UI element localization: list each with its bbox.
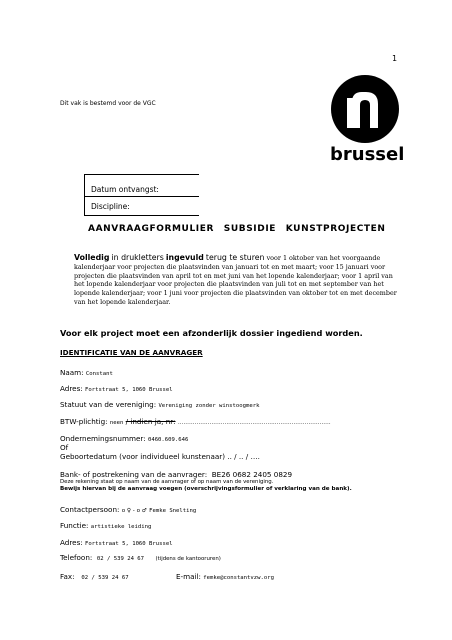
statuut-label: Statuut van de vereniging:	[60, 400, 157, 409]
field-adres	[60, 384, 173, 393]
field-email	[176, 572, 274, 581]
adres2-label: Adres:	[60, 538, 83, 547]
telefoon-label: Telefoon:	[60, 553, 93, 562]
btw-dots: ……………………………………………………………………….	[177, 420, 331, 426]
received-label: Datum ontvangst:	[91, 185, 159, 194]
of-label: Of	[60, 443, 69, 452]
bank-value[interactable]: BE26 0682 2405 0829	[211, 470, 293, 479]
section-heading: IDENTIFICATIE VAN DE AANVRAGER	[60, 348, 203, 357]
adres-value[interactable]: Fortstraat 5, 1060 Brussel	[85, 387, 173, 393]
brussel-logo-icon	[330, 74, 400, 144]
onderneming-label: Ondernemingsnummer:	[60, 434, 146, 443]
bank-note-1: Deze rekening staat op naam van de aanvrager of op naam van de vereniging.	[60, 479, 274, 485]
statuut-value[interactable]: Vereniging zonder winstoogmerk	[158, 403, 260, 409]
btw-struck-text: / indien ja, nr:	[125, 417, 176, 426]
functie-label: Functie:	[60, 521, 89, 530]
warning-text: Voor elk project moet een afzonderlijk dossier ingediend worden.	[60, 328, 363, 338]
field-adres2	[60, 538, 173, 547]
geboorte-value[interactable]: / .. / ….	[231, 452, 260, 461]
field-statuut	[60, 400, 259, 409]
contact-gender-checkboxes[interactable]: o ♀ - o ♂	[121, 508, 147, 514]
vgc-box	[84, 174, 199, 216]
fax-value[interactable]: 02 / 539 24 67	[81, 575, 129, 581]
bank-label: Bank- of postrekening van de aanvrager:	[60, 470, 208, 479]
intro-w3: ingevuld	[165, 253, 204, 262]
intro-w4: terug te sturen	[205, 253, 265, 262]
field-bank	[60, 470, 292, 479]
brussel-logo	[330, 74, 405, 170]
brussel-logo-text: brussel	[330, 144, 405, 165]
field-telefoon	[60, 553, 221, 562]
functie-value[interactable]: artistieke leiding	[90, 524, 152, 530]
naam-label: Naam:	[60, 368, 84, 377]
contact-label: Contactpersoon:	[60, 505, 120, 514]
field-onderneming	[60, 434, 188, 443]
bank-note-2: Bewijs hiervan bij de aanvraag voegen (overschrijvingsformulier of verklaring van de bank).	[60, 486, 352, 492]
contact-value[interactable]: Femke Snelting	[149, 508, 197, 514]
fax-label: Fax:	[60, 572, 75, 581]
btw-value[interactable]: neen	[109, 420, 124, 426]
email-label: E-mail:	[176, 572, 201, 581]
intro-paragraph	[74, 254, 404, 307]
telefoon-value[interactable]: 02 / 539 24 67	[96, 556, 145, 562]
email-value[interactable]: femke@constantvzw.org	[203, 575, 274, 581]
adres2-value[interactable]: Fortstraat 5, 1060 Brussel	[85, 541, 173, 547]
discipline-label: Discipline:	[91, 202, 130, 211]
adres-label: Adres:	[60, 384, 83, 393]
btw-label: BTW-plichtig:	[60, 417, 108, 426]
vgc-note: Dit vak is bestemd voor de VGC	[60, 100, 156, 107]
field-naam	[60, 368, 113, 377]
intro-w2: in drukletters	[111, 253, 164, 262]
page-number: 1	[392, 54, 398, 63]
field-fax	[60, 572, 129, 581]
field-contact	[60, 505, 196, 514]
field-btw	[60, 417, 331, 426]
form-title: AANVRAAGFORMULIER SUBSIDIE KUNSTPROJECTEN	[88, 224, 386, 234]
telefoon-note: (tijdens de kantooruren)	[155, 556, 221, 562]
naam-value[interactable]: Constant	[85, 371, 113, 377]
field-functie	[60, 521, 151, 530]
onderneming-value[interactable]: 0460.609.646	[147, 437, 189, 443]
intro-rest: voor 1 oktober van het voorgaande kalenderjaar voor projecten die plaatsvinden van januari tot en met maart; voor 15 januari voor projecten die plaatsvinden van april tot en met juni van het lopende kalenderjaar; voor 1 april van het lopende kalenderjaar voor projecten die plaatsvinden van juli tot en met september van het lopende kalenderjaar; voor 1 juni voor projecten die plaatsvinden van oktober tot en met december van het lopende kalenderjaar.	[74, 254, 397, 306]
vgc-box-divider	[85, 196, 199, 197]
geboorte-label: Geboortedatum (voor individueel kunstenaar) ..	[60, 452, 232, 461]
intro-w1: Volledig	[74, 253, 110, 262]
field-geboorte	[60, 452, 260, 461]
